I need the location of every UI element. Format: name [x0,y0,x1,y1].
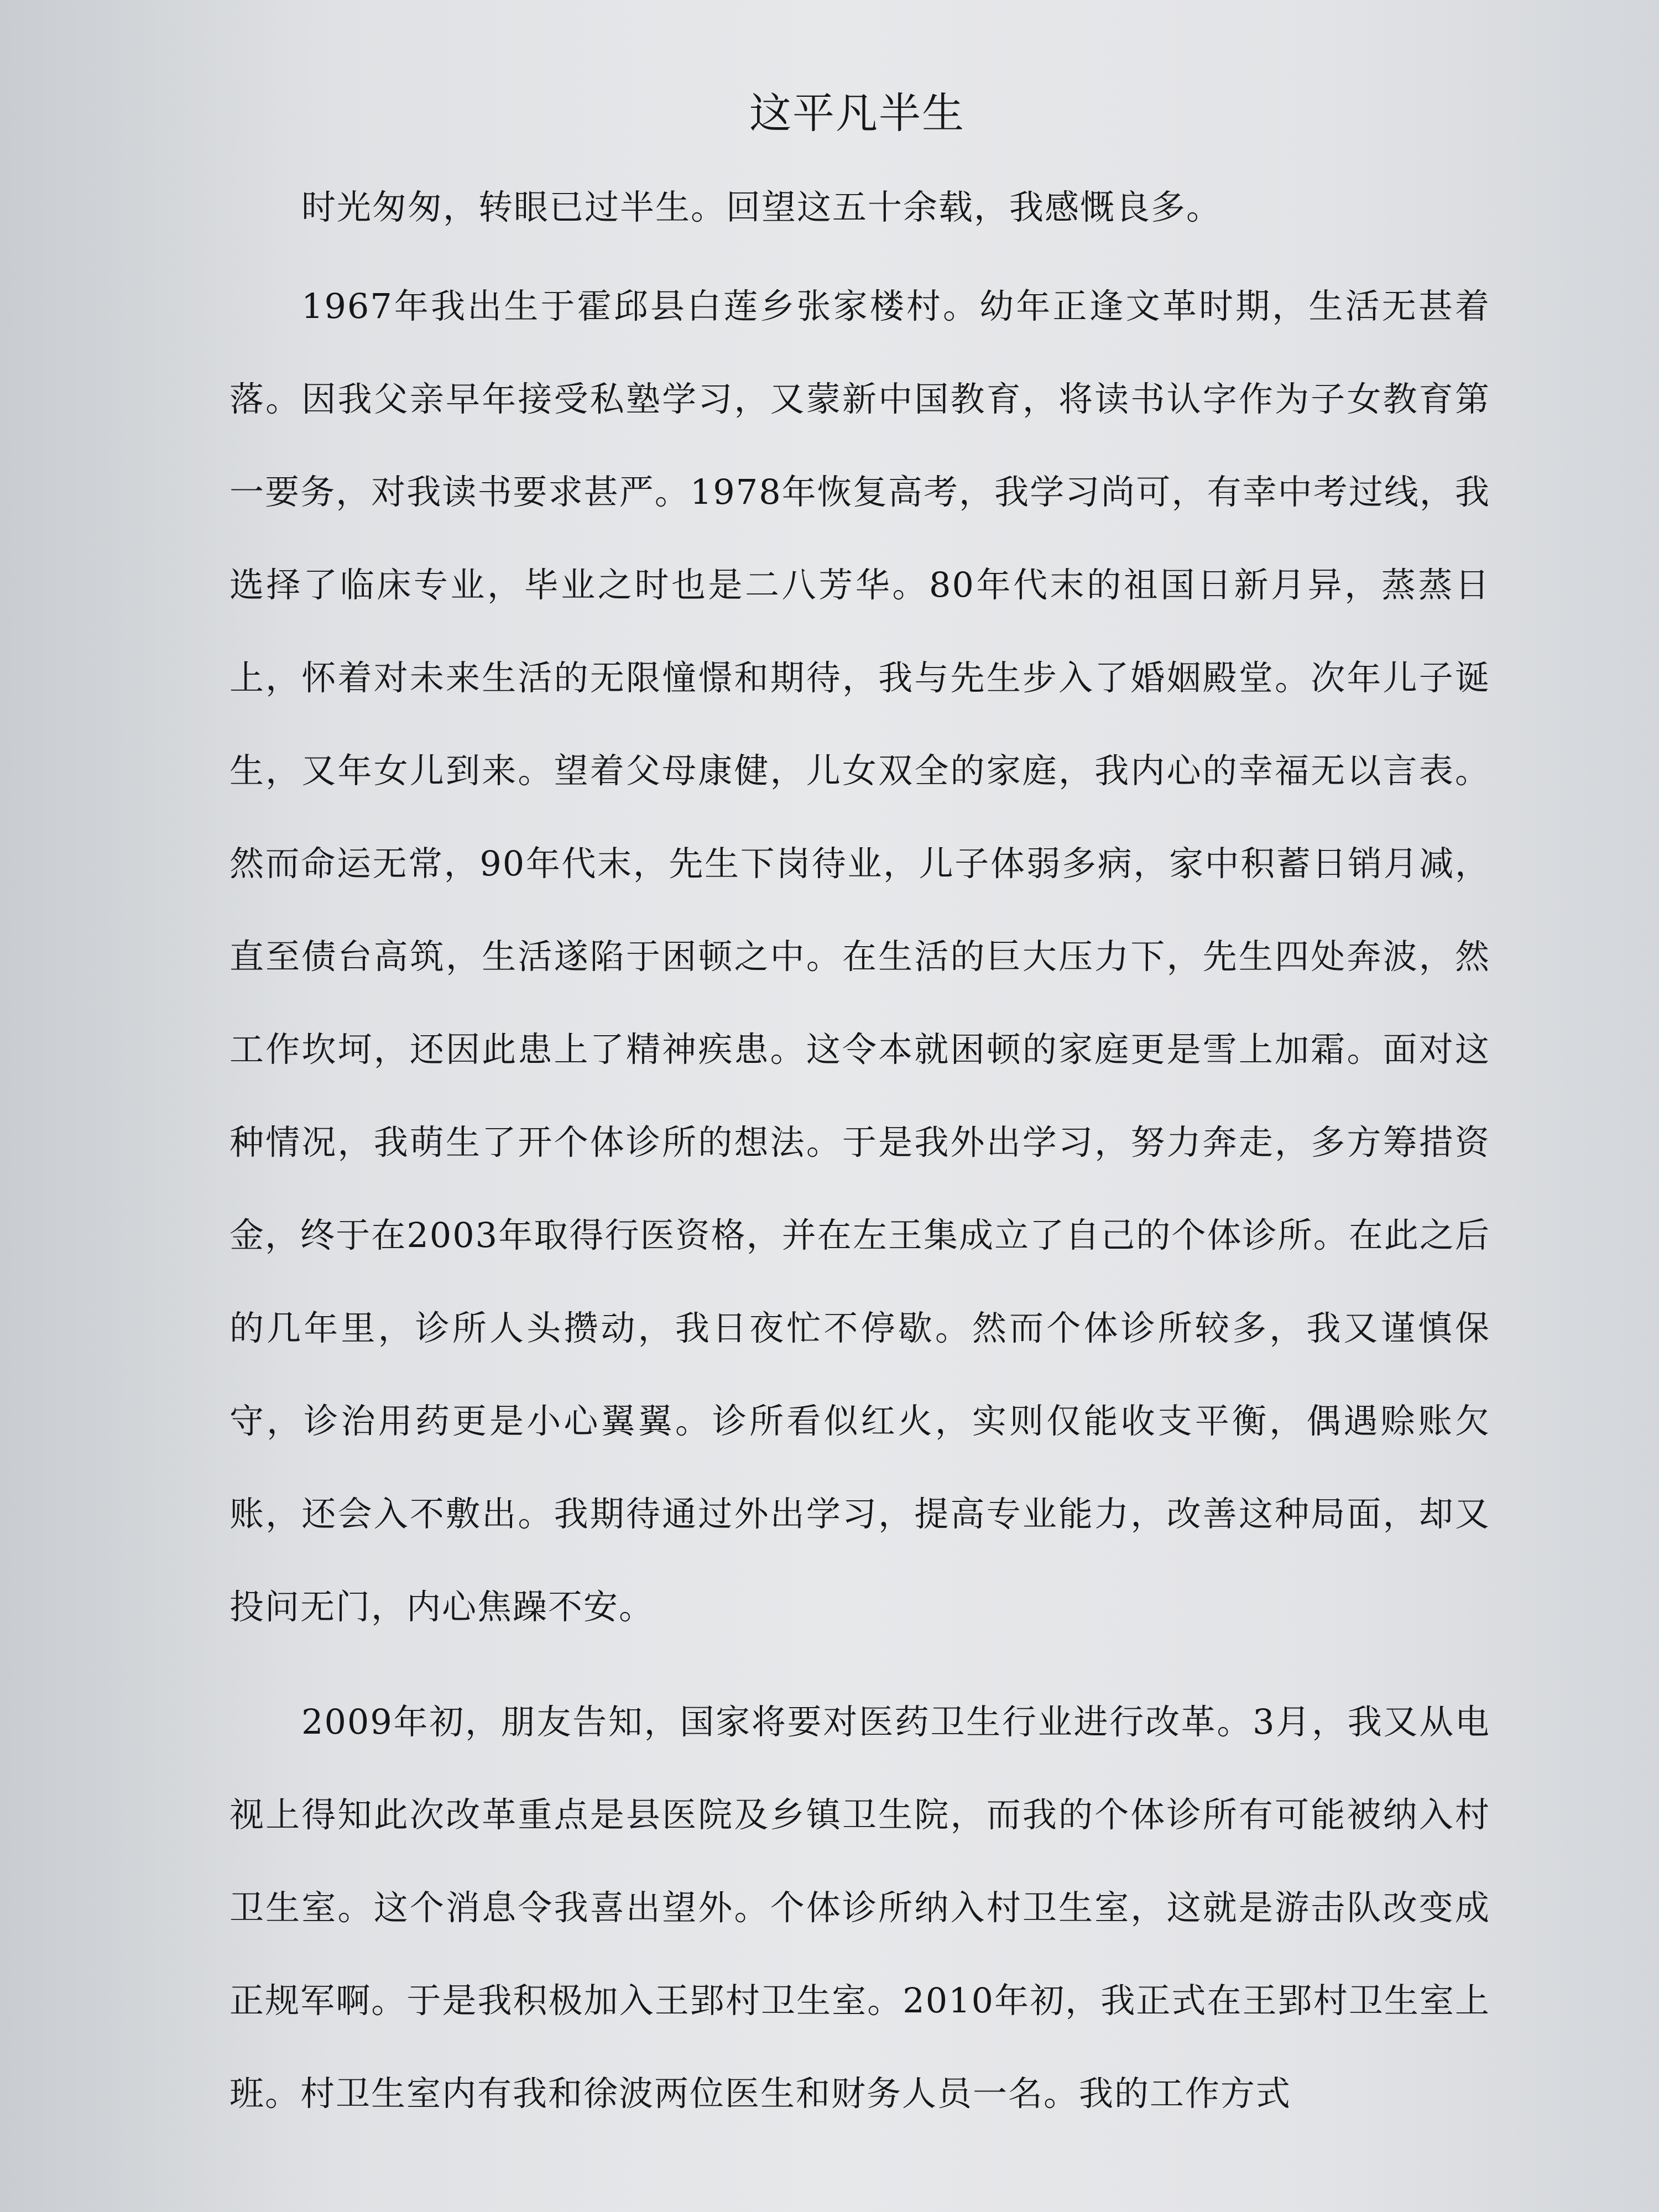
paragraph-2: 1967年我出生于霍邱县白莲乡张家楼村。幼年正逢文革时期，生活无甚着落。因我父亲早年接受私塾学习，又蒙新中国教育，将读书认字作为子女教育第一要务，对我读书要求甚严。1978年恢复高考，我学习尚可，有幸中考过线，我选择了临床专业，毕业之时也是二八芳华。80年代末的祖国日新月异，蒸蒸日上，怀着对未来生活的无限憧憬和期待，我与先生步入了婚姻殿堂。次年儿子诞生，又年女儿到来。望着父母康健，儿女双全的家庭，我内心的幸福无以言表。然而命运无常，90年代末，先生下岗待业，儿子体弱多病，家中积蓄日销月减，直至债台高筑，生活遂陷于困顿之中。在生活的巨大压力下，先生四处奔波，然工作坎坷，还因此患上了精神疾患。这令本就困顿的家庭更是雪上加霜。面对这种情况，我萌生了开个体诊所的想法。于是我外出学习，努力奔走，多方筹措资金，终于在2003年取得行医资格，并在左王集成立了自己的个体诊所。在此之后的几年里，诊所人头攒动，我日夜忙不停歇。然而个体诊所较多，我又谨慎保守，诊治用药更是小心翼翼。诊所看似红火，实则仅能收支平衡，偶遇赊账欠账，还会入不敷出。我期待通过外出学习，提高专业能力，改善这种局面，却又投问无门，内心焦躁不安。 [229,286,1490,1627]
document-body [229,171,1490,2140]
document-title: 这平凡半生 [749,88,965,138]
paragraph-3: 2009年初，朋友告知，国家将要对医药卫生行业进行改革。3月，我又从电视上得知此次改革重点是县医院及乡镇卫生院，而我的个体诊所有可能被纳入村卫生室。这个消息令我喜出望外。个体诊所纳入村卫生室，这就是游击队改变成正规军啊。于是我积极加入王郢村卫生室。2010年初，我正式在王郢村卫生室上班。村卫生室内有我和徐波两位医生和财务人员一名。我的工作方式 [229,1702,1490,2114]
paragraph-1: 时光匆匆，转眼已过半生。回望这五十余载，我感慨良多。 [301,187,1222,227]
